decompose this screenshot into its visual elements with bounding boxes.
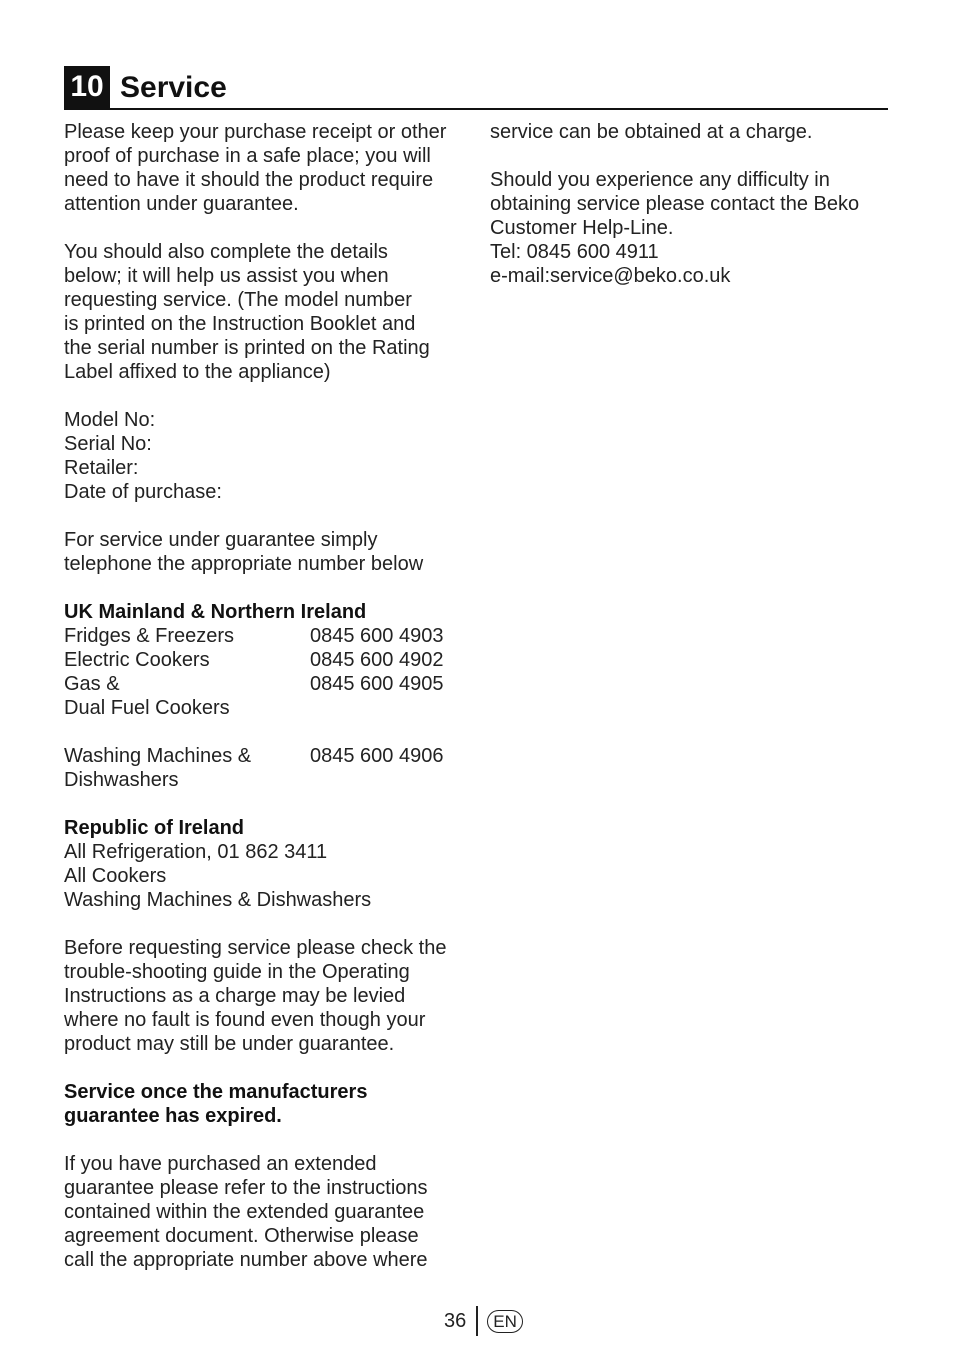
text-line: proof of purchase in a safe place; you will bbox=[64, 145, 431, 167]
text-line: Instructions as a charge may be levied bbox=[64, 985, 406, 1007]
phone-row bbox=[64, 768, 474, 792]
chapter-number: 10 bbox=[64, 66, 110, 108]
helpline-paragraph bbox=[490, 168, 890, 288]
extended-guarantee-paragraph bbox=[64, 1152, 474, 1272]
text-line: guarantee please refer to the instructions bbox=[64, 1177, 428, 1199]
text-line: call the appropriate number above where bbox=[64, 1249, 428, 1271]
troubleshooting-paragraph bbox=[64, 936, 474, 1056]
text-line: Customer Help-Line. bbox=[490, 217, 674, 239]
appliance-label: Dishwashers bbox=[64, 769, 179, 791]
page-number: 36 bbox=[444, 1310, 467, 1332]
text-line: All Refrigeration, 01 862 3411 bbox=[64, 841, 328, 863]
serial-no-label: Serial No: bbox=[64, 433, 152, 455]
receipt-paragraph bbox=[64, 120, 474, 216]
text-line: product may still be under guarantee. bbox=[64, 1033, 395, 1055]
date-of-purchase-label: Date of purchase: bbox=[64, 481, 222, 503]
guarantee-service-paragraph bbox=[64, 528, 474, 576]
uk-phone-table bbox=[64, 624, 474, 720]
text-line: need to have it should the product require bbox=[64, 169, 434, 191]
phone-row bbox=[64, 696, 474, 720]
retailer-label: Retailer: bbox=[64, 457, 139, 479]
roi-heading: Republic of Ireland bbox=[64, 817, 245, 839]
appliance-label: Washing Machines & bbox=[64, 745, 252, 767]
text-line: Washing Machines & Dishwashers bbox=[64, 889, 372, 911]
language-badge: EN bbox=[487, 1310, 523, 1333]
text-line: If you have purchased an extended bbox=[64, 1153, 377, 1175]
text-line: You should also complete the details bbox=[64, 241, 388, 263]
footer-divider bbox=[476, 1306, 478, 1336]
product-details-fields bbox=[64, 408, 474, 504]
text-line: service can be obtained at a charge. bbox=[490, 121, 813, 143]
model-no-label: Model No: bbox=[64, 409, 156, 431]
text-line: where no fault is found even though your bbox=[64, 1009, 426, 1031]
helpline-email: e-mail:service@beko.co.uk bbox=[490, 265, 731, 287]
appliance-label: Gas & bbox=[64, 673, 120, 695]
uk-phone-table-2 bbox=[64, 744, 474, 792]
text-line: contained within the extended guarantee bbox=[64, 1201, 425, 1223]
right-column bbox=[490, 120, 890, 288]
charge-paragraph bbox=[490, 120, 890, 144]
phone-number: 0845 600 4906 bbox=[310, 745, 444, 767]
phone-row bbox=[64, 648, 474, 672]
phone-row bbox=[64, 744, 474, 768]
text-line: Service once the manufacturers bbox=[64, 1081, 368, 1103]
expired-heading bbox=[64, 1080, 474, 1128]
phone-number: 0845 600 4903 bbox=[310, 625, 444, 647]
text-line: is printed on the Instruction Booklet and bbox=[64, 313, 416, 335]
phone-number: 0845 600 4902 bbox=[310, 649, 444, 671]
phone-number: 0845 600 4905 bbox=[310, 673, 444, 695]
helpline-phone: Tel: 0845 600 4911 bbox=[490, 241, 659, 263]
text-line: Please keep your purchase receipt or other bbox=[64, 121, 447, 143]
text-line: Should you experience any difficulty in bbox=[490, 169, 830, 191]
text-line: trouble-shooting guide in the Operating bbox=[64, 961, 410, 983]
appliance-label: Fridges & Freezers bbox=[64, 625, 235, 647]
uk-heading: UK Mainland & Northern Ireland bbox=[64, 601, 367, 623]
text-line: All Cookers bbox=[64, 865, 167, 887]
text-line: below; it will help us assist you when bbox=[64, 265, 389, 287]
text-line: requesting service. (The model number bbox=[64, 289, 412, 311]
text-line: For service under guarantee simply bbox=[64, 529, 378, 551]
text-line: guarantee has expired. bbox=[64, 1105, 282, 1127]
text-line: telephone the appropriate number below bbox=[64, 553, 424, 575]
page-footer bbox=[444, 1306, 523, 1336]
section-header bbox=[64, 66, 888, 110]
appliance-label: Dual Fuel Cookers bbox=[64, 697, 230, 719]
details-paragraph bbox=[64, 240, 474, 384]
appliance-label: Electric Cookers bbox=[64, 649, 210, 671]
left-column bbox=[64, 120, 474, 1272]
phone-row bbox=[64, 672, 474, 696]
phone-row bbox=[64, 624, 474, 648]
text-line: attention under guarantee. bbox=[64, 193, 299, 215]
text-line: obtaining service please contact the Beko bbox=[490, 193, 860, 215]
text-line: the serial number is printed on the Rating bbox=[64, 337, 430, 359]
text-line: agreement document. Otherwise please bbox=[64, 1225, 419, 1247]
text-line: Before requesting service please check the bbox=[64, 937, 447, 959]
page-title: Service bbox=[120, 71, 227, 104]
text-line: Label affixed to the appliance) bbox=[64, 361, 331, 383]
roi-lines bbox=[64, 840, 474, 912]
